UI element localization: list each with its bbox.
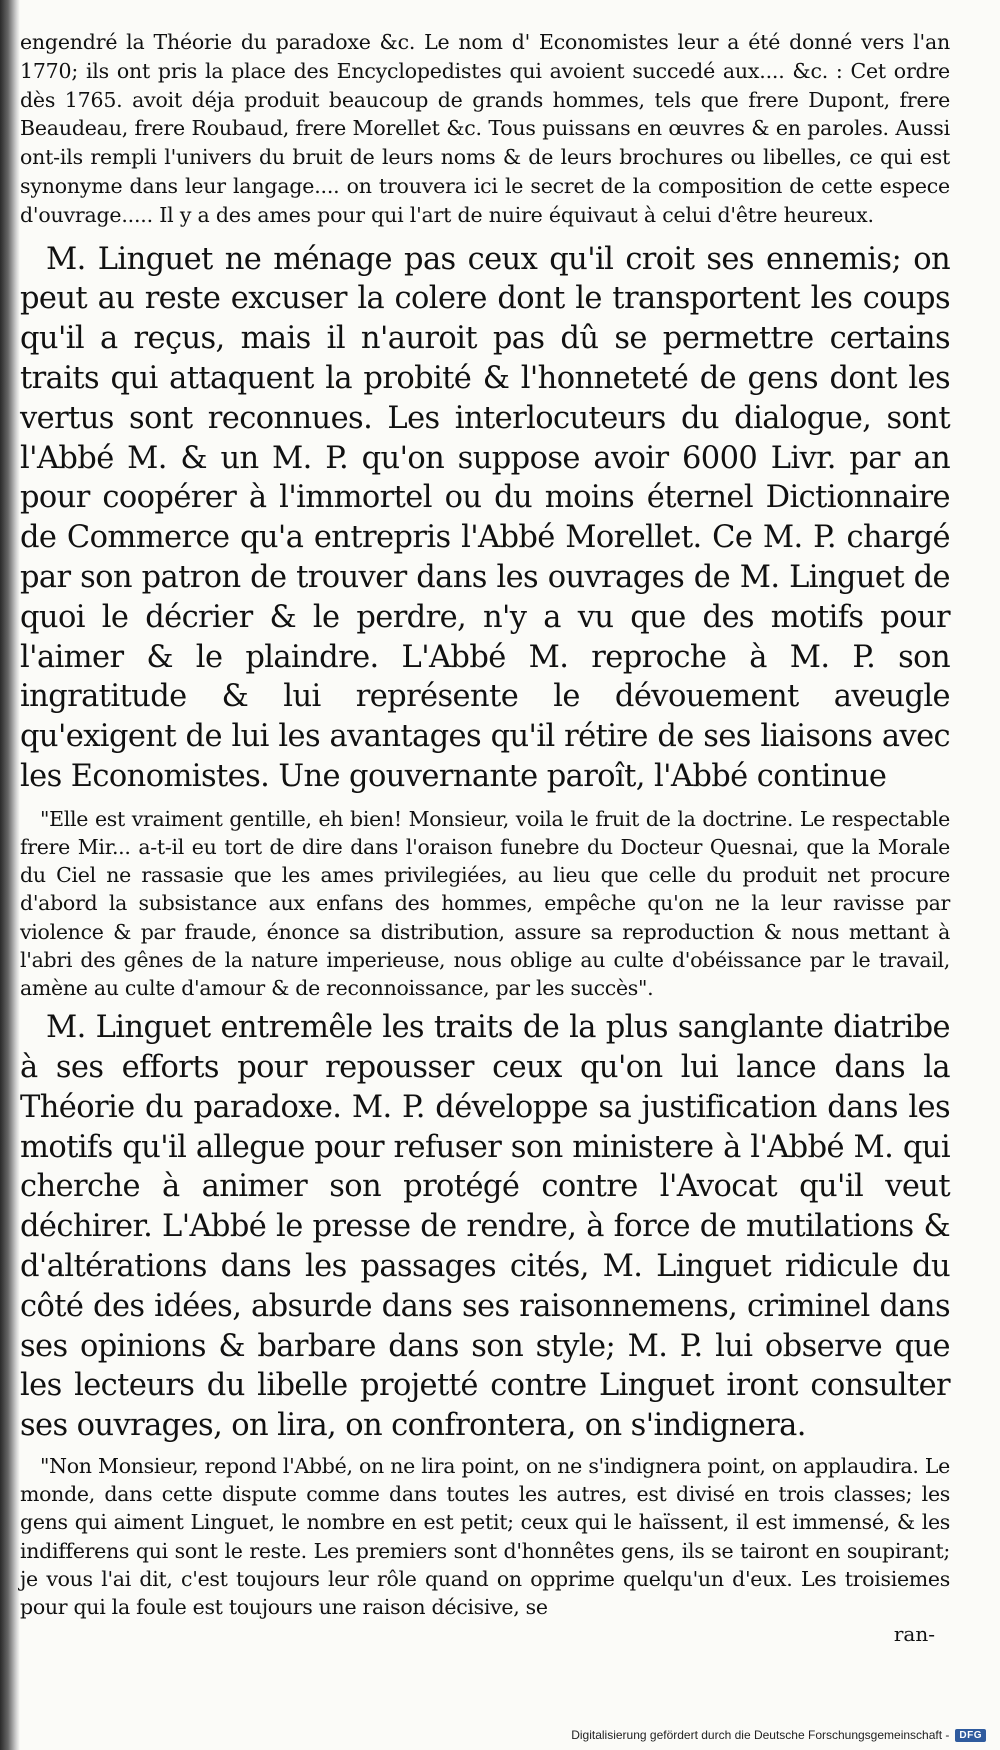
digitization-footer xyxy=(571,1728,986,1742)
paragraph-2: M. Linguet ne ménage pas ceux qu'il croit ses ennemis; on peut au reste excuser la colere dont le transportent les coups qu'il a reçus, mais il n'auroit pas dû se permettre certains traits qui attaquent la probité & l'honneteté de gens dont les vertus sont reconnues. Les interlocuteurs du dialogue, sont l'Abbé M. & un M. P. qu'on suppose avoir 6000 Livr. par an pour coopérer à l'immortel ou du moins éternel Dictionnaire de Commerce qu'a entrepris l'Abbé Morellet. Ce M. P. chargé par son patron de trouver dans les ouvrages de M. Linguet de quoi le décrier & le perdre, n'y a vu que des motifs pour l'aimer & le plaindre. L'Abbé M. reproche à M. P. son ingratitude & lui représente le dévouement aveugle qu'exigent de lui les avantages qu'il rétire de ses liaisons avec les Economistes. Une gouvernante paroît, l'Abbé continue xyxy=(20,241,950,794)
paragraph-5-quote: "Non Monsieur, repond l'Abbé, on ne lira point, on ne s'indignera point, on applaudira. Le monde, dans cette dispute comme dans toutes les autres, est divisé en trois classes; les gens qui aiment Linguet, le nombre en est petit; ceux qui le haïssent, il est immensé, & les indifferens qui sont le reste. Les premiers sont d'honnêtes gens, ils se tairont en soupirant; je vous l'ai dit, c'est toujours leur rôle quand on opprime quelqu'un d'eux. Les troisiemes pour qui la foule est toujours une raison décisive, se xyxy=(20,1453,950,1619)
paragraph-3-quote: "Elle est vraiment gentille, eh bien! Monsieur, voila le fruit de la doctrine. Le respectable frere Mir... a-t-il eu tort de dire dans l'oraison funebre du Docteur Quesnai, que la Morale du Ciel ne rassasie que les ames privilegiées, au lieu que celle du produit net procure d'abord la subsistance aux enfans des hommes, empêche qu'on ne la leur ravisse par violence & par fraude, énonce sa distribution, assure sa reproduction & nous mettant à l'abri des gênes de la nature imperieuse, nous oblige au culte d'obéissance par le travail, amène au culte d'amour & de reconnoissance, par les succès". xyxy=(20,806,950,1000)
page-binding-edge xyxy=(0,0,20,1750)
paragraph-1: engendré la Théorie du paradoxe &c. Le nom d' Economistes leur a été donné vers l'an 1770; ils ont pris la place des Encyclopedistes qui avoient succedé aux.... &c. : Cet ordre dès 1765. avoit déja produit beaucoup de grands hommes, tels que frere Dupont, frere Beaudeau, frere Roubaud, frere Morellet &c. Tous puissans en œuvres & en paroles. Aussi ont-ils rempli l'univers du bruit de leurs noms & de leurs brochures ou libelles, ce qui est synonyme dans leur langage.... on trouvera ici le secret de la composition de cette espece d'ouvrage..... Il y a des ames pour qui l'art de nuire équivaut à celui d'être heureux. xyxy=(20,30,950,227)
dfg-logo: DFG xyxy=(955,1729,986,1742)
catchword: ran- xyxy=(893,1622,935,1646)
text-column xyxy=(20,28,950,1621)
paragraph-4: M. Linguet entremêle les traits de la plus sanglante diatribe à ses efforts pour repousser ceux qu'on lui lance dans la Théorie du paradoxe. M. P. développe sa justification dans les motifs qu'il allegue pour refuser son ministere à l'Abbé M. qui cherche à animer son protégé contre l'Avocat qu'il veut déchirer. L'Abbé le presse de rendre, à force de mutilations & d'altérations dans les passages cités, M. Linguet ridicule du côté des idées, absurde dans ses raisonnemens, criminel dans ses opinions & barbare dans son style; M. P. lui observe que les lecteurs du libelle projetté contre Linguet iront consulter ses ouvrages, on lira, on confrontera, on s'indignera. xyxy=(20,1010,950,1444)
footer-text: Digitalisierung gefördert durch die Deutsche Forschungsgemeinschaft - xyxy=(571,1728,950,1742)
